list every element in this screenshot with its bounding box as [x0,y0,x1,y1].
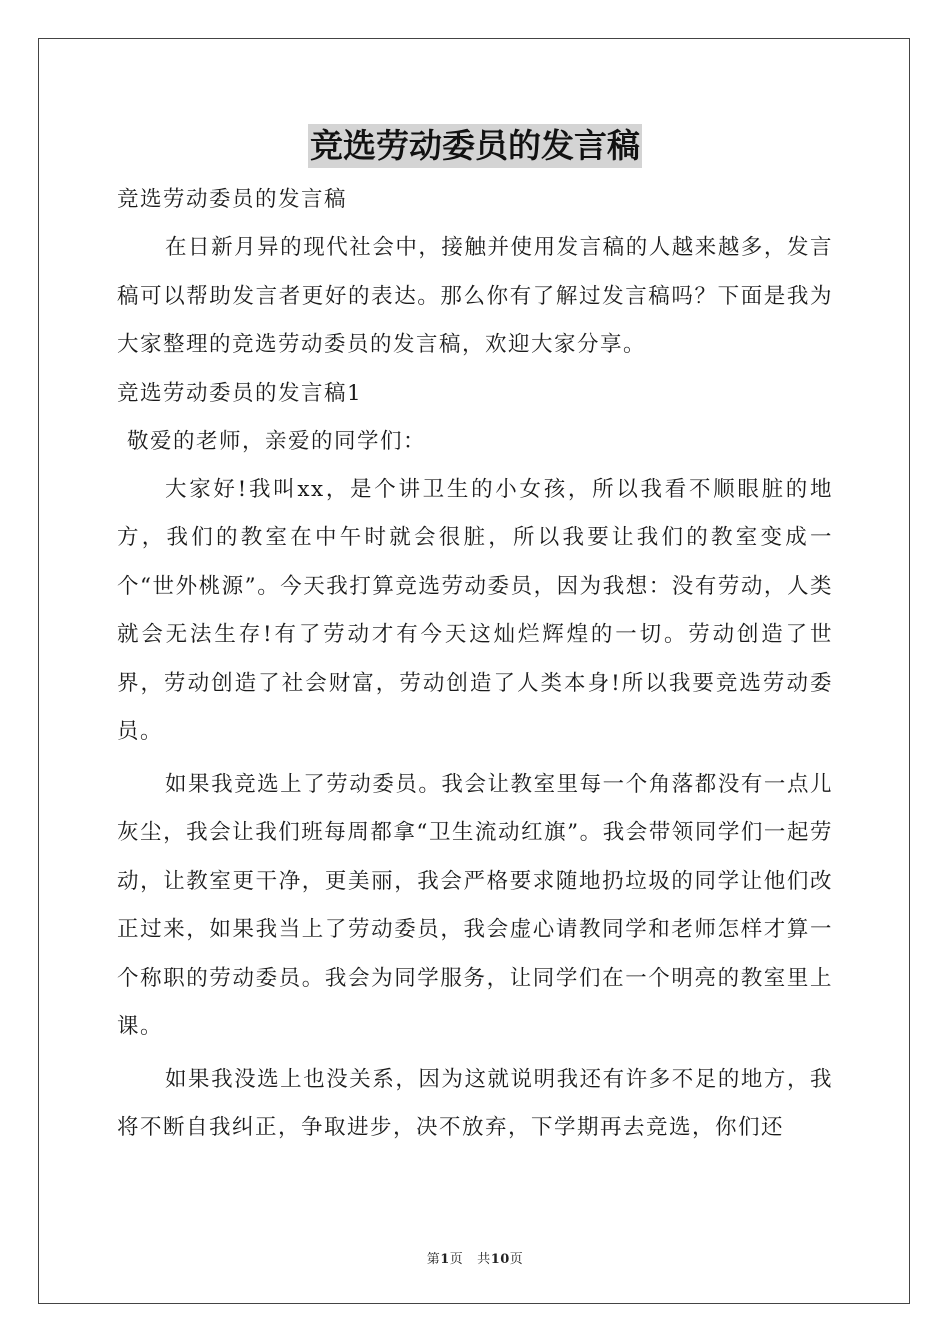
page-number: 1 [440,1252,450,1267]
page-footer [0,1248,950,1267]
body-paragraph: 如果我竞选上了劳动委员。我会让教室里每一个角落都没有一点儿灰尘，我会让我们班每周都拿“卫生流动红旗”。我会带领同学们一起劳动，让教室更干净，更美丽，我会严格要求随地扔垃圾的同学让他们改正过来，如果我当上了劳动委员，我会虚心请教同学和老师怎样才算一个称职的劳动委员。我会为同学服务，让同学们在一个明亮的教室里上课。 [117,771,833,1039]
greeting: 敬爱的老师，亲爱的同学们： [127,428,427,454]
document-body [117,176,833,1153]
total-suffix: 页 [509,1252,524,1267]
total-pages: 10 [490,1252,510,1267]
total-prefix: 共 [477,1252,491,1267]
title-area [0,124,950,168]
section-heading: 竞选劳动委员的发言稿1 [117,380,363,406]
document-subtitle: 竞选劳动委员的发言稿 [117,187,348,212]
intro-paragraph: 在日新月异的现代社会中，接触并使用发言稿的人越来越多，发言稿可以帮助发言者更好的表达。那么你有了解过发言稿吗？下面是我为大家整理的竞选劳动委员的发言稿，欢迎大家分享。 [117,235,833,357]
page-suffix: 页 [449,1252,464,1267]
page-prefix: 第 [426,1252,441,1267]
body-paragraph: 大家好!我叫xx，是个讲卫生的小女孩，所以我看不顺眼脏的地方，我们的教室在中午时就会很脏，所以我要让我们的教室变成一个“世外桃源”。今天我打算竞选劳动委员，因为我想：没有劳动，人类就会无法生存!有了劳动才有今天这灿烂辉煌的一切。劳动创造了世界，劳动创造了社会财富，劳动创造了人类本身!所以我要竞选劳动委员。 [117,476,833,744]
document-title: 竞选劳动委员的发言稿 [308,124,642,168]
body-paragraph: 如果我没选上也没关系，因为这就说明我还有许多不足的地方，我将不断自我纠正，争取进步，决不放弃，下学期再去竞选，你们还 [117,1066,833,1140]
